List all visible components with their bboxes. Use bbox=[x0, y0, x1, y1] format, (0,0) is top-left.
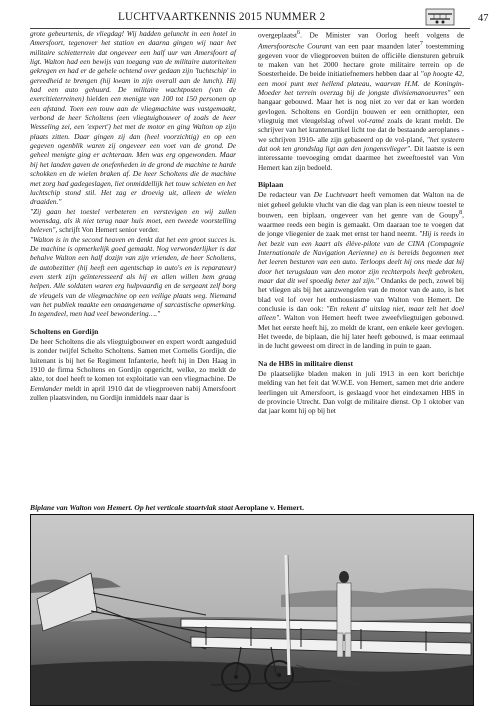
biplane-photo-illustration bbox=[31, 515, 473, 705]
body-text: zoals de krant meldt. De schrijver van het krantenartikel licht toe dat de bestaande aeroplanes -we schrijven 1910- alle zijn gebaseerd op de vol-plané, bbox=[258, 115, 464, 144]
left-column bbox=[30, 29, 236, 402]
body-text: schrijft Von Hemert senior verder. bbox=[57, 225, 160, 235]
paragraph bbox=[258, 190, 464, 350]
body-text: toestemming gegeven voor de vliegproeven buiten de officiële diensturen gebruik te maken van het 2000 hectare grote militaire terrein op de Soesterheide. De beide initiatiefnemers hebben daar al bbox=[258, 41, 464, 79]
page-header bbox=[30, 8, 489, 28]
aircraft-logo-icon bbox=[425, 8, 455, 26]
quote-text: "op hoogte 42, een mooi punt met hellend plateau, waarvan H.M. de Koningin-Moeder het terrein overzag bij de jongste divisiemanoeuvres" bbox=[258, 69, 464, 97]
quote-text: "het systeem dat ook ten grondslag ligt aan den jongensvlieger" bbox=[258, 134, 464, 153]
footnote-ref: 7 bbox=[419, 40, 423, 47]
section-heading: Na de HBS in militaire dienst bbox=[258, 358, 353, 368]
newspaper-name: Amersfoortsche Courant bbox=[258, 41, 332, 51]
body-text: , waarmee reeds een begin is gemaakt. Om daaraan toe te voegen dat de jonge vliegenier de zaak met ernst ter hand neemt. bbox=[258, 210, 464, 239]
quote-text: "Hij is reeds in het bezit van een kaart als élève-pilote van de CINA (Compagnie Internationale de Navigation Aerienne) en is bereids begonnen met het leeren besturen van een auto. Terloops deelt hij ons mede dat hij door het terugslaan van den motor zijn rechterpols heeft gebroken, maar dat dit wel spoedig beter zal zijn." bbox=[258, 229, 464, 285]
caption-text: Aeroplane v. Hemert. bbox=[233, 503, 304, 512]
body-text: De heer Scholtens die als vliegtuigbouwer en expert wordt aangeduid is zonder twijfel Schelto Scholtens. Samen met Cornelis Gordijn, die luitenant is bij het 6e Regiment Infanterie, heeft hij in Den Haag in 1910 de firma Scholtens en Gordijn opgericht, welke, zo meldt de akte, tot doel heeft te komen tot exploitatie van een vliegmachine. De bbox=[30, 337, 236, 384]
magazine-name: De Luchtvaart bbox=[313, 190, 358, 200]
paragraph bbox=[30, 207, 236, 235]
paragraph: grote gebeurtenis, de vliegdag! Wij hadden geluncht in een hotel in Amersfoort, tegenover het station en daarna gingen wij naar het militaire schietterrein dat ongeveer een half uur van Amersfoort af ligt. Walton had een bewijs van toegang van de militaire autoriteiten gekregen en had er de gehele ochtend over gedaan zijn 'luchtschip' in gereedheid te brengen (hij kwam in zijn overall aan de lunch). Hij had een auto gehuurd. De militaire wachtposten (van de exercitieterreinen) hielden een menigte van 100 tot 150 personen op een afstand. Toen een touw aan de vliegmachine was vastgemaakt, verbond de heer Scholtens (een vliegtuigbouwer of zoals de heer Wesseling zei, een 'expert') het met de motor en ging Walton op zijn plaats zitten. Daar gingen zij dan (heel voorzichtig) en op een gegeven ogenblik waren zij ongeveer een voet van de grond. De geheel menigte ging er achteraan. Men was erg opgewonden. Maar bij het landen gaven de onefenheden in de grond de machine te harde schokken en de wielen braken af. De heer Scholtens die de machine met zorg had gadegeslagen, liet onmiddellijk het touw schieten en het luchtschip stond stil. Het zag er droevig uit, alleen de wielen draaiden." bbox=[30, 29, 236, 207]
body-text: overgeplaatst bbox=[258, 30, 298, 40]
section-heading: Biplaan bbox=[258, 180, 284, 190]
body-text: Ondanks de pech, zowel bij het vliegen als bij het aanzwengelen van de motor van de auto, is het blad vol lof over het enthousiasme van Walton von Hemert. De conclusie is dan ook: bbox=[258, 275, 464, 313]
paragraph bbox=[30, 337, 236, 402]
body-text: heeft vernomen dat Walton na de niet geheel gelukte vlucht van die dag van plan is een nieuw toestel te bouwen, een biplaan, ongeveer van het genre van de Goupy bbox=[258, 190, 464, 220]
body-text: van een paar maanden later bbox=[331, 41, 420, 51]
caption-text: Biplane van Walton von Hemert. Op het verticale staartvlak staat bbox=[30, 503, 234, 512]
paragraph bbox=[258, 29, 464, 172]
magazine-title: LUCHTVAARTKENNIS 2015 NUMMER 2 bbox=[118, 11, 326, 23]
newspaper-name: Eemlander bbox=[30, 383, 63, 393]
footnote-ref: 6 bbox=[297, 30, 301, 36]
body-text: . De Minister van Oorlog heeft volgens de bbox=[300, 30, 464, 40]
quote-text: "En rekent d' uitslag niet, maar telt het doel alleen" bbox=[258, 303, 465, 323]
figure-caption bbox=[30, 503, 470, 512]
biplane-photograph bbox=[30, 514, 474, 706]
body-text: De redacteur van bbox=[258, 190, 314, 200]
page-number: 47 bbox=[478, 13, 489, 24]
paragraph: "Walton is in the second heaven en denkt dat het een groot succes is. De machine is opmerkelijk goed gemaakt. Nog verwonderlijker is dat behalve Walton een half dozijn van zijn vrienden, de heer Scholtens, de autobezitter (hij heeft een agentschap in auto's en is reparateur) even sterk zijn geïnteresseerd als hij en allen willen hem graag helpen. Alle soldaten waren erg hulpvaardig en de sergeant zelf borg de vleugels van de vliegmachine op een veilige plaats weg. Niemand van het publiek maakte een onaangename of sarcastische opmerking. In tegendeel, men had veel bewondering…." bbox=[30, 234, 236, 319]
term-text: vol-ramé bbox=[357, 115, 385, 125]
body-text: een hangaar gebouwd. Maar het is nog niet zo ver dat er kan worden gevlogen. Scholtens en Gordijn bouwen er een ornithopter, een vliegtuig met vleugelslag ofwel bbox=[258, 87, 464, 125]
paragraph: De plaatselijke bladen maken in juli 1913 in een kort berichtje melding van het feit dat W.W.E. von Hemert, samen met drie andere leerlingen uit Amersfoort, is geslaagd voor het eindexamen HBS in de provincie Utrecht. Dan volgt de militaire dienst. Op 1 oktober van dat jaar komt hij op bij het bbox=[258, 369, 464, 416]
body-text: . Walton von Hemert heeft twee zweefvliegtuigen gebouwd. Met het eerste heeft hij, zo meldt de krant, een enkele keer gevlogen. Het tweede, de biplaan, die hij later heeft gebouwd, is maar eenmaal in de lucht geweest om direct in de landing in puin te gaan. bbox=[258, 313, 464, 351]
right-column bbox=[258, 29, 464, 416]
section-heading: Scholtens en Gordijn bbox=[30, 326, 99, 336]
footnote-ref: 8 bbox=[459, 210, 463, 217]
quote-text: "Zij gaan het toestel verbeteren en verstevigen en wij zullen woensdag, als ik niet terug naar huis moet, een tweede voorstelling beleven", bbox=[30, 206, 236, 235]
body-text: . Dit laatste is een interessante toevoeging omdat daarmee het zweeftoestel van Von Hemert kan zijn bedoeld. bbox=[258, 144, 464, 172]
body-text: meldt in april 1910 dat de vliegproeven nabij Amersfoort zullen plaatsvinden, nu Gordijn inmiddels naar daar is bbox=[30, 383, 236, 403]
